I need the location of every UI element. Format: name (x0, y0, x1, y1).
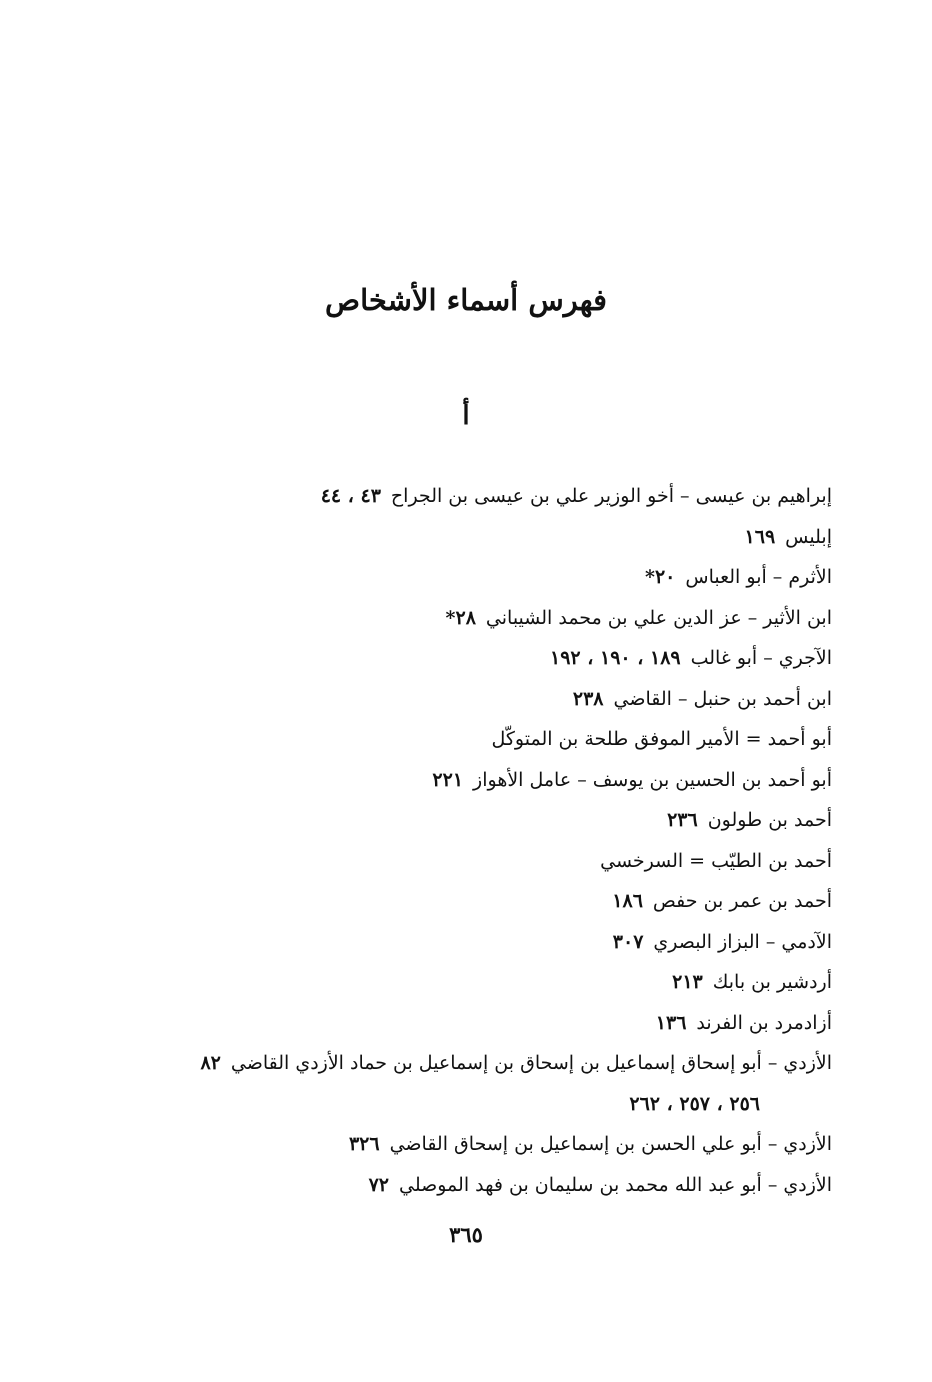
entry-pages: ٢٢١ (432, 768, 464, 791)
index-entry (132, 638, 832, 679)
index-entry (132, 1124, 832, 1165)
section-letter-heading: أ (462, 401, 470, 431)
entry-name: أحمد بن طولون (707, 809, 832, 831)
index-entry (132, 719, 832, 760)
entry-name: ابن أحمد بن حنبل – القاضي (613, 687, 832, 710)
entry-pages: ٨٢ (200, 1052, 221, 1074)
index-entry (132, 760, 832, 801)
page-number: ٣٦٥ (449, 1222, 483, 1247)
entry-name: الأثرم – أبو العباس (685, 566, 832, 588)
index-entry (132, 1043, 832, 1084)
index-entry (132, 679, 832, 720)
entry-pages: ١٦٩ (744, 525, 776, 548)
entry-name: الآجري – أبو غالب (690, 647, 832, 669)
entry-name: أحمد بن عمر بن حفص (652, 890, 832, 912)
index-entry (132, 598, 832, 639)
entry-name: الآدمي – البزاز البصري (653, 930, 832, 953)
entry-name: الأزدي – أبو عبد الله محمد بن سليمان بن فهد الموصلي (398, 1173, 832, 1196)
index-entry (132, 1003, 832, 1044)
index-entry (132, 881, 832, 922)
entry-name: أحمد بن الطيّب = السرخسي (600, 849, 832, 872)
entry-pages: ١٨٩ ، ١٩٠ ، ١٩٢ (549, 647, 681, 669)
entry-pages: ٢٥٦ ، ٢٥٧ ، ٢٦٢ (629, 1092, 760, 1115)
entry-name: إبراهيم بن عيسى – أخو الوزير علي بن عيسى بن الجراح (390, 485, 832, 507)
index-entry (132, 517, 832, 558)
entry-pages: ٢٣٨ (572, 687, 604, 710)
index-entry (132, 476, 832, 517)
index-title: فهرس أسماء الأشخاص (325, 283, 607, 317)
entry-pages: ٢٨* (445, 606, 476, 629)
entry-pages: ٢١٣ (672, 971, 703, 993)
index-entry (132, 1165, 832, 1206)
entry-pages: ٣٢٦ (348, 1133, 380, 1155)
entry-pages: ١٣٦ (655, 1011, 687, 1034)
entry-pages: ٣٠٧ (612, 930, 644, 953)
entry-pages: ٢٠* (645, 566, 676, 588)
entry-name: أبو أحمد = الأمير الموفق طلحة بن المتوكّل (491, 728, 832, 750)
entry-name: ابن الأثير – عز الدين علي بن محمد الشيباني (485, 606, 832, 629)
entry-pages: ٢٣٦ (667, 809, 698, 831)
entry-name: أردشير بن بابك (712, 971, 832, 993)
entry-pages: ٤٣ ، ٤٤ (320, 485, 381, 507)
index-entry (132, 841, 832, 882)
index-entry-continuation (132, 1084, 832, 1125)
index-entries-list (132, 476, 832, 1205)
entry-name: أزادمرد بن الفرند (696, 1011, 832, 1034)
entry-name: أبو أحمد بن الحسين بن يوسف – عامل الأهواز (473, 768, 832, 791)
index-entry (132, 962, 832, 1003)
index-entry (132, 800, 832, 841)
entry-name: إبليس (785, 525, 832, 548)
entry-name: الأزدي – أبو إسحاق إسماعيل بن إسحاق بن إسماعيل بن حماد الأزدي القاضي (230, 1052, 832, 1074)
entry-name: الأزدي – أبو علي الحسن بن إسماعيل بن إسحاق القاضي (389, 1133, 832, 1155)
entry-pages: ٧٢ (368, 1173, 389, 1196)
index-entry (132, 922, 832, 963)
index-entry (132, 557, 832, 598)
entry-pages: ١٨٦ (612, 890, 643, 912)
